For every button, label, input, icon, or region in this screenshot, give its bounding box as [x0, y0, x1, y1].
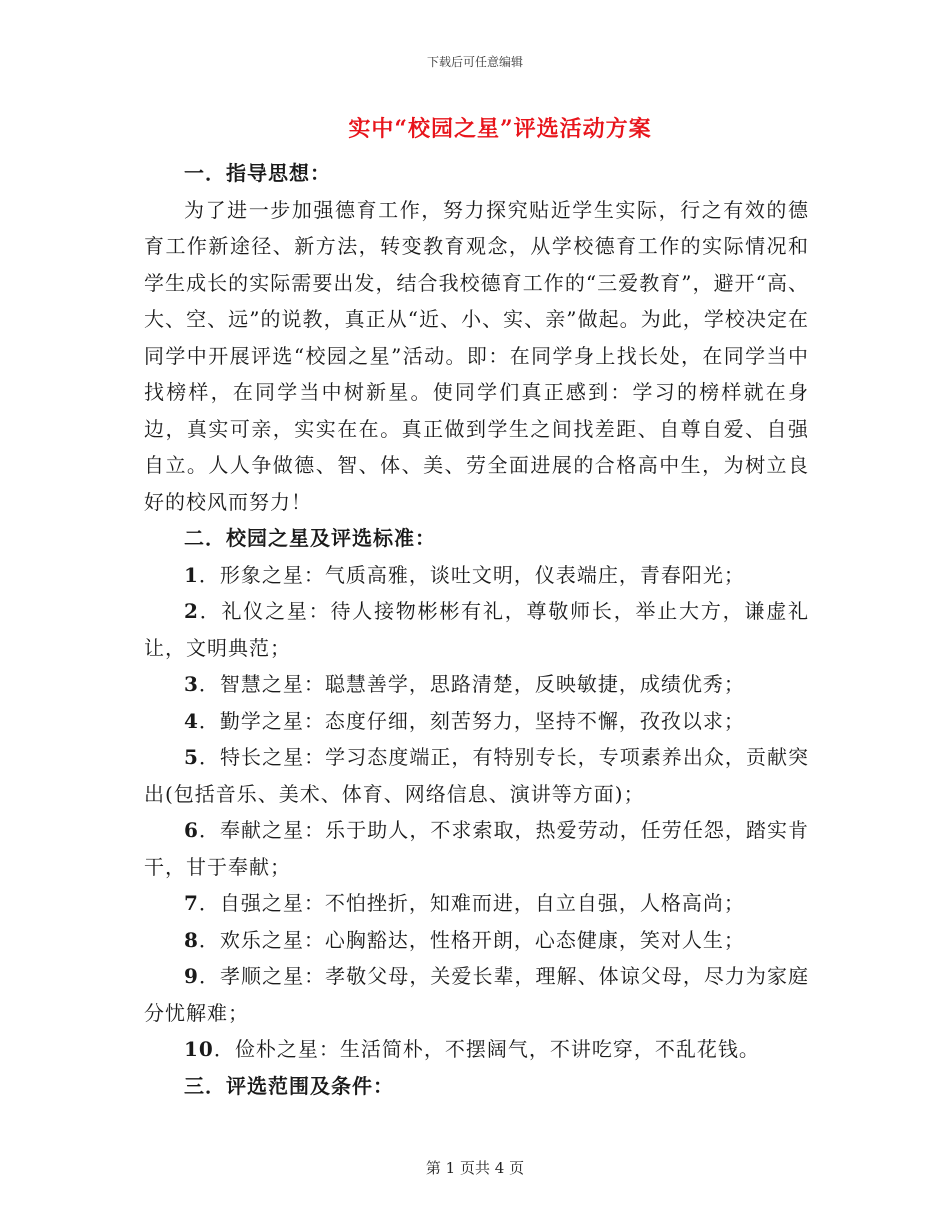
document-title: 实中“校园之星”评选活动方案	[348, 116, 652, 142]
list-item	[144, 885, 809, 922]
list-item-number: 5	[184, 745, 199, 769]
list-item-text: ．礼仪之星：待人接物彬彬有礼，尊敬师长，举止大方，谦虚礼让，文明典范；	[144, 599, 809, 660]
list-item	[144, 1031, 809, 1068]
list-item-number: 9	[184, 964, 199, 988]
list-item-number: 7	[184, 891, 199, 915]
list-item-number: 2	[184, 599, 199, 623]
list-item-number: 10	[184, 1037, 214, 1061]
list-item	[144, 812, 809, 885]
list-item	[144, 593, 809, 666]
list-item-number: 4	[184, 708, 199, 733]
list-item-text: ．勤学之星：态度仔细，刻苦努力，坚持不懈，孜孜以求；	[198, 708, 745, 733]
list-item-text: ．孝顺之星：孝敬父母，关爱长辈，理解、体谅父母，尽力为家庭分忧解难；	[144, 964, 809, 1025]
guiding-thought-paragraph: 为了进一步加强德育工作，努力探究贴近学生实际，行之有效的德育工作新途径、新方法，转变教育观念，从学校德育工作的实际情况和学生成长的实际需要出发，结合我校德育工作的“三爱教育”，避开“高、大、空、远”的说教，真正从“近、小、实、亲”做起。为此，学校决定在同学中开展评选“校园之星”活动。即：在同学身上找长处，在同学当中找榜样，在同学当中树新星。使同学们真正感到：学习的榜样就在身边，真实可亲，实实在在。真正做到学生之间找差距、自尊自爱、自强自立。人人争做德、智、体、美、劳全面进展的合格高中生，为树立良好的校风而努力！	[144, 197, 809, 514]
list-item-text: ．俭朴之星：生活简朴，不摆阔气，不讲吃穿，不乱花钱。	[213, 1037, 760, 1061]
list-item	[144, 557, 809, 594]
list-item-text: ．智慧之星：聪慧善学，思路清楚，反映敏捷，成绩优秀；	[198, 672, 745, 696]
list-item-number: 8	[184, 927, 199, 952]
list-item	[144, 958, 809, 1031]
list-item	[144, 666, 809, 703]
list-item-text: ．奉献之星：乐于助人，不求索取，热爱劳动，任劳任怨，踏实肯干，甘于奉献；	[144, 818, 809, 879]
list-item	[144, 703, 809, 740]
list-item-text: ．形象之星：气质高雅，谈吐文明，仪表端庄，青春阳光；	[198, 562, 745, 587]
list-item-text: ．特长之星：学习态度端正，有特别专长，专项素养出众，贡献突出(包括音乐、美术、体育、网络信息、演讲等方面)；	[144, 745, 809, 806]
list-item-number: 1	[184, 562, 199, 587]
list-item	[144, 739, 809, 812]
page-header-note: 下载后可任意编辑	[426, 55, 523, 69]
section-heading-scope-and-conditions: 三．评选范围及条件：	[184, 1073, 394, 1098]
list-item-text: ．自强之星：不怕挫折，知难而进，自立自强，人格高尚；	[198, 891, 745, 915]
list-item	[144, 922, 809, 959]
list-item-text: ．欢乐之星：心胸豁达，性格开朗，心态健康，笑对人生；	[198, 927, 745, 952]
list-item-number: 6	[184, 818, 199, 842]
document-body	[144, 155, 809, 1104]
page-number-footer: 第 1 页共 4 页	[425, 1159, 525, 1177]
section-heading-stars-and-criteria: 二．校园之星及评选标准：	[184, 526, 436, 550]
list-item-number: 3	[184, 672, 199, 696]
section-heading-guiding-thought: 一．指导思想：	[184, 161, 331, 185]
